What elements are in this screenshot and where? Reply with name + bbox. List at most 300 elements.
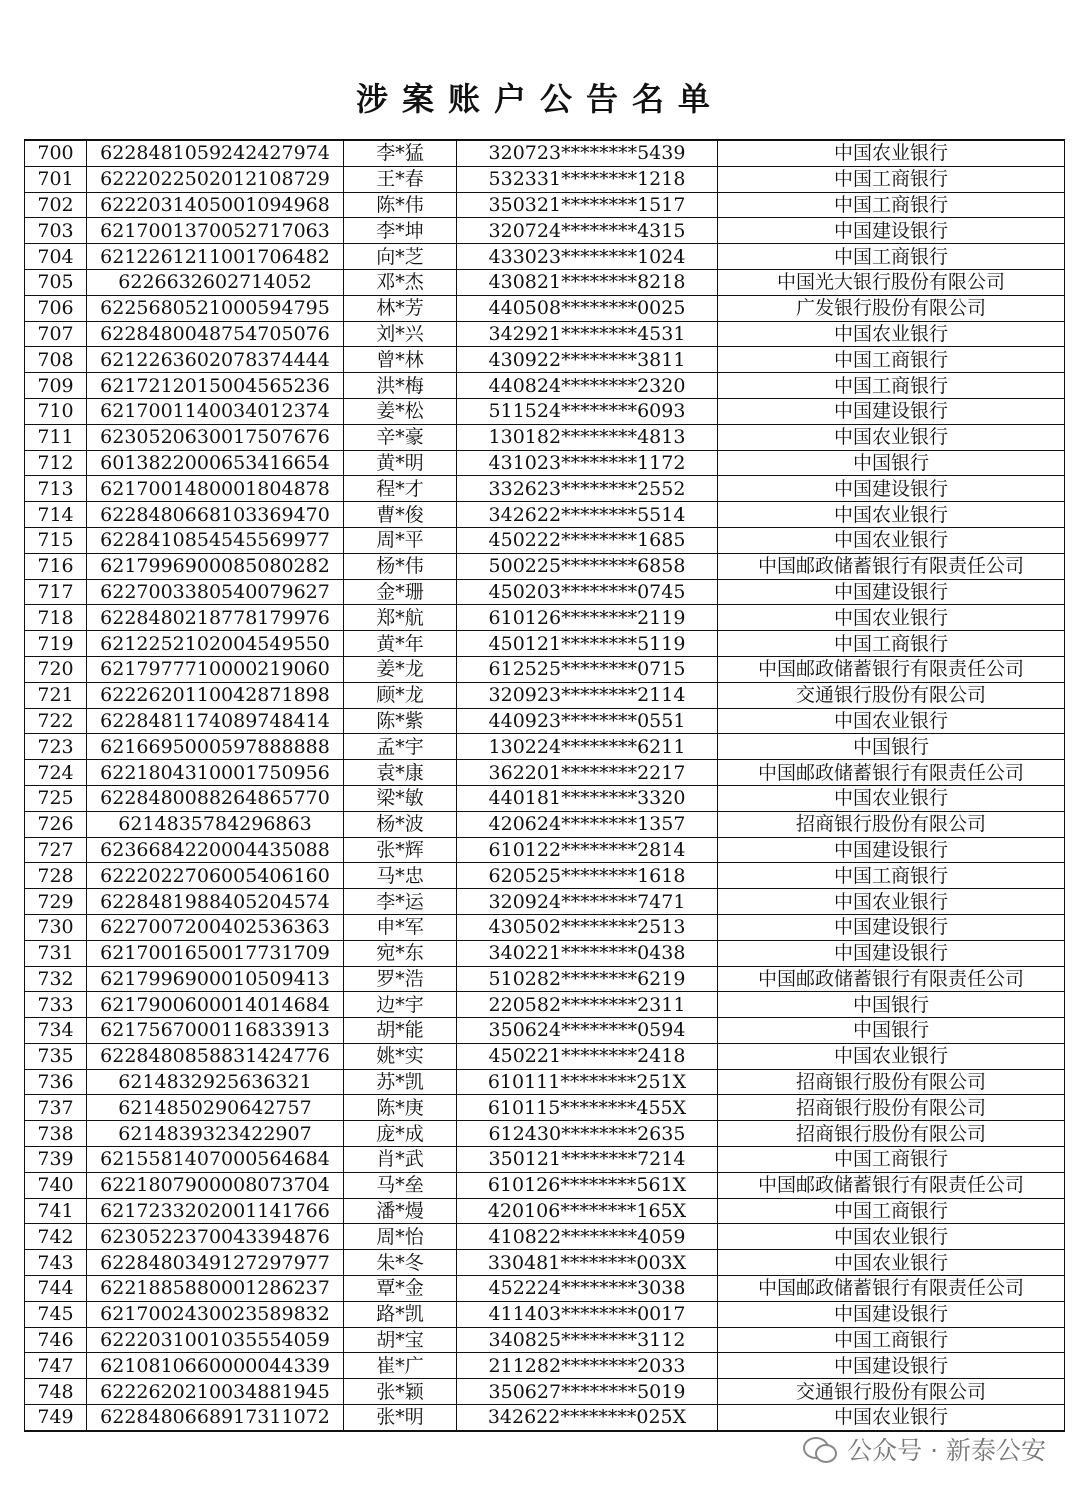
table-row: [25, 1276, 1065, 1302]
bank-name-cell: 中国银行: [718, 734, 1065, 760]
account-number-cell: 6230522370043394876: [87, 1224, 344, 1250]
table-row: [25, 192, 1065, 218]
account-number-cell: 6222620210034881945: [87, 1379, 344, 1405]
row-number-cell: 717: [25, 579, 87, 605]
row-number-cell: 737: [25, 1095, 87, 1121]
account-number-cell: 6221885880001286237: [87, 1276, 344, 1302]
table-row: [25, 1121, 1065, 1147]
id-number-cell: 450221********2418: [457, 1043, 718, 1069]
holder-name-cell: 孟*宇: [344, 734, 457, 760]
id-number-cell: 450121********5119: [457, 631, 718, 657]
row-number-cell: 728: [25, 863, 87, 889]
account-number-cell: 6228481059242427974: [87, 140, 344, 166]
row-number-cell: 700: [25, 140, 87, 166]
account-number-cell: 6217001370052717063: [87, 218, 344, 244]
account-number-cell: 6217002430023589832: [87, 1301, 344, 1327]
bank-name-cell: 中国建设银行: [718, 476, 1065, 502]
table-row: [25, 1301, 1065, 1327]
row-number-cell: 741: [25, 1198, 87, 1224]
id-number-cell: 411403********0017: [457, 1301, 718, 1327]
table-row: [25, 863, 1065, 889]
row-number-cell: 749: [25, 1405, 87, 1431]
row-number-cell: 747: [25, 1353, 87, 1379]
account-number-cell: 6228481988405204574: [87, 889, 344, 915]
bank-name-cell: 中国工商银行: [718, 863, 1065, 889]
bank-name-cell: 中国农业银行: [718, 605, 1065, 631]
holder-name-cell: 姜*龙: [344, 656, 457, 682]
account-number-cell: 6217212015004565236: [87, 373, 344, 399]
bank-name-cell: 中国工商银行: [718, 1198, 1065, 1224]
bank-name-cell: 招商银行股份有限公司: [718, 811, 1065, 837]
table-row: [25, 140, 1065, 166]
holder-name-cell: 陈*庚: [344, 1095, 457, 1121]
id-number-cell: 440923********0551: [457, 708, 718, 734]
table-row: [25, 553, 1065, 579]
holder-name-cell: 姚*实: [344, 1043, 457, 1069]
holder-name-cell: 向*芝: [344, 244, 457, 270]
account-number-cell: 6222031001035554059: [87, 1327, 344, 1353]
bank-name-cell: 中国农业银行: [718, 424, 1065, 450]
holder-name-cell: 朱*冬: [344, 1250, 457, 1276]
row-number-cell: 702: [25, 192, 87, 218]
account-number-cell: 6225680521000594795: [87, 295, 344, 321]
id-number-cell: 532331********1218: [457, 166, 718, 192]
table-row: [25, 1172, 1065, 1198]
account-table: [24, 139, 1065, 1432]
table-row: [25, 424, 1065, 450]
table-row: [25, 631, 1065, 657]
holder-name-cell: 曾*林: [344, 347, 457, 373]
bank-name-cell: 中国银行: [718, 450, 1065, 476]
table-row: [25, 656, 1065, 682]
id-number-cell: 320924********7471: [457, 889, 718, 915]
id-number-cell: 430821********8218: [457, 269, 718, 295]
holder-name-cell: 庞*成: [344, 1121, 457, 1147]
id-number-cell: 332623********2552: [457, 476, 718, 502]
id-number-cell: 211282********2033: [457, 1353, 718, 1379]
id-number-cell: 612430********2635: [457, 1121, 718, 1147]
id-number-cell: 330481********003X: [457, 1250, 718, 1276]
id-number-cell: 342622********025X: [457, 1405, 718, 1431]
bank-name-cell: 中国农业银行: [718, 785, 1065, 811]
bank-name-cell: 中国工商银行: [718, 631, 1065, 657]
row-number-cell: 746: [25, 1327, 87, 1353]
bank-name-cell: 中国邮政储蓄银行有限责任公司: [718, 1276, 1065, 1302]
account-number-cell: 6217233202001141766: [87, 1198, 344, 1224]
holder-name-cell: 邓*杰: [344, 269, 457, 295]
watermark: [803, 1431, 1046, 1467]
bank-name-cell: 中国邮政储蓄银行有限责任公司: [718, 760, 1065, 786]
id-number-cell: 440181********3320: [457, 785, 718, 811]
bank-name-cell: 中国工商银行: [718, 1327, 1065, 1353]
id-number-cell: 342622********5514: [457, 502, 718, 528]
holder-name-cell: 杨*伟: [344, 553, 457, 579]
table-row: [25, 785, 1065, 811]
row-number-cell: 735: [25, 1043, 87, 1069]
holder-name-cell: 顾*龙: [344, 682, 457, 708]
row-number-cell: 725: [25, 785, 87, 811]
table-row: [25, 1224, 1065, 1250]
table-row: [25, 269, 1065, 295]
account-number-cell: 6228480349127297977: [87, 1250, 344, 1276]
id-number-cell: 620525********1618: [457, 863, 718, 889]
holder-name-cell: 袁*康: [344, 760, 457, 786]
holder-name-cell: 申*军: [344, 914, 457, 940]
account-number-cell: 6230520630017507676: [87, 424, 344, 450]
row-number-cell: 704: [25, 244, 87, 270]
account-number-cell: 6214835784296863: [87, 811, 344, 837]
bank-name-cell: 中国农业银行: [718, 1224, 1065, 1250]
row-number-cell: 740: [25, 1172, 87, 1198]
id-number-cell: 410822********4059: [457, 1224, 718, 1250]
account-number-cell: 6228481174089748414: [87, 708, 344, 734]
row-number-cell: 710: [25, 398, 87, 424]
row-number-cell: 729: [25, 889, 87, 915]
holder-name-cell: 周*怡: [344, 1224, 457, 1250]
holder-name-cell: 张*颖: [344, 1379, 457, 1405]
row-number-cell: 743: [25, 1250, 87, 1276]
id-number-cell: 433023********1024: [457, 244, 718, 270]
account-number-cell: 6236684220004435088: [87, 837, 344, 863]
account-number-cell: 6221804310001750956: [87, 760, 344, 786]
bank-name-cell: 中国工商银行: [718, 373, 1065, 399]
holder-name-cell: 姜*松: [344, 398, 457, 424]
row-number-cell: 705: [25, 269, 87, 295]
table-row: [25, 527, 1065, 553]
row-number-cell: 733: [25, 992, 87, 1018]
id-number-cell: 342921********4531: [457, 321, 718, 347]
bank-name-cell: 中国工商银行: [718, 166, 1065, 192]
id-number-cell: 450203********0745: [457, 579, 718, 605]
bank-name-cell: 中国工商银行: [718, 347, 1065, 373]
account-number-cell: 6217996900010509413: [87, 966, 344, 992]
row-number-cell: 748: [25, 1379, 87, 1405]
id-number-cell: 431023********1172: [457, 450, 718, 476]
row-number-cell: 734: [25, 1018, 87, 1044]
bank-name-cell: 中国建设银行: [718, 837, 1065, 863]
bank-name-cell: 中国工商银行: [718, 244, 1065, 270]
table-row: [25, 811, 1065, 837]
account-number-cell: 6228480858831424776: [87, 1043, 344, 1069]
table-row: [25, 1379, 1065, 1405]
id-number-cell: 612525********0715: [457, 656, 718, 682]
account-table-body: [25, 140, 1065, 1431]
id-number-cell: 440824********2320: [457, 373, 718, 399]
bank-name-cell: 中国光大银行股份有限公司: [718, 269, 1065, 295]
id-number-cell: 340221********0438: [457, 940, 718, 966]
row-number-cell: 732: [25, 966, 87, 992]
id-number-cell: 610126********2119: [457, 605, 718, 631]
holder-name-cell: 覃*金: [344, 1276, 457, 1302]
row-number-cell: 724: [25, 760, 87, 786]
table-row: [25, 373, 1065, 399]
row-number-cell: 722: [25, 708, 87, 734]
table-row: [25, 579, 1065, 605]
holder-name-cell: 宛*东: [344, 940, 457, 966]
holder-name-cell: 林*芳: [344, 295, 457, 321]
bank-name-cell: 中国建设银行: [718, 579, 1065, 605]
table-row: [25, 502, 1065, 528]
holder-name-cell: 陈*伟: [344, 192, 457, 218]
id-number-cell: 610115********455X: [457, 1095, 718, 1121]
account-number-cell: 6222022502012108729: [87, 166, 344, 192]
bank-name-cell: 中国邮政储蓄银行有限责任公司: [718, 1172, 1065, 1198]
row-number-cell: 723: [25, 734, 87, 760]
account-number-cell: 6222022706005406160: [87, 863, 344, 889]
row-number-cell: 739: [25, 1147, 87, 1173]
bank-name-cell: 中国建设银行: [718, 940, 1065, 966]
bank-name-cell: 中国农业银行: [718, 321, 1065, 347]
id-number-cell: 452224********3038: [457, 1276, 718, 1302]
row-number-cell: 721: [25, 682, 87, 708]
table-row: [25, 914, 1065, 940]
id-number-cell: 350121********7214: [457, 1147, 718, 1173]
id-number-cell: 130224********6211: [457, 734, 718, 760]
table-row: [25, 398, 1065, 424]
bank-name-cell: 中国农业银行: [718, 1405, 1065, 1431]
account-number-cell: 6216695000597888888: [87, 734, 344, 760]
table-row: [25, 347, 1065, 373]
table-row: [25, 450, 1065, 476]
table-row: [25, 708, 1065, 734]
account-number-cell: 6217977710000219060: [87, 656, 344, 682]
table-row: [25, 966, 1065, 992]
row-number-cell: 731: [25, 940, 87, 966]
table-row: [25, 1405, 1065, 1431]
bank-name-cell: 中国农业银行: [718, 140, 1065, 166]
table-row: [25, 605, 1065, 631]
id-number-cell: 320923********2114: [457, 682, 718, 708]
table-row: [25, 1069, 1065, 1095]
bank-name-cell: 中国邮政储蓄银行有限责任公司: [718, 656, 1065, 682]
account-number-cell: 6217001480001804878: [87, 476, 344, 502]
row-number-cell: 744: [25, 1276, 87, 1302]
bank-name-cell: 中国农业银行: [718, 502, 1065, 528]
holder-name-cell: 曹*俊: [344, 502, 457, 528]
id-number-cell: 440508********0025: [457, 295, 718, 321]
account-number-cell: 6212263602078374444: [87, 347, 344, 373]
table-row: [25, 682, 1065, 708]
account-number-cell: 6217001140034012374: [87, 398, 344, 424]
account-number-cell: 6217996900085080282: [87, 553, 344, 579]
table-row: [25, 1327, 1065, 1353]
watermark-text: 公众号 · 新泰公安: [847, 1436, 1046, 1465]
account-number-cell: 6214850290642757: [87, 1095, 344, 1121]
holder-name-cell: 罗*浩: [344, 966, 457, 992]
account-number-cell: 6228480088264865770: [87, 785, 344, 811]
holder-name-cell: 马*忠: [344, 863, 457, 889]
row-number-cell: 742: [25, 1224, 87, 1250]
row-number-cell: 720: [25, 656, 87, 682]
id-number-cell: 610122********2814: [457, 837, 718, 863]
row-number-cell: 715: [25, 527, 87, 553]
bank-name-cell: 中国工商银行: [718, 1147, 1065, 1173]
holder-name-cell: 金*珊: [344, 579, 457, 605]
table-row: [25, 244, 1065, 270]
bank-name-cell: 交通银行股份有限公司: [718, 682, 1065, 708]
row-number-cell: 711: [25, 424, 87, 450]
account-number-cell: 6214832925636321: [87, 1069, 344, 1095]
holder-name-cell: 潘*熳: [344, 1198, 457, 1224]
holder-name-cell: 张*明: [344, 1405, 457, 1431]
row-number-cell: 730: [25, 914, 87, 940]
id-number-cell: 320724********4315: [457, 218, 718, 244]
id-number-cell: 430922********3811: [457, 347, 718, 373]
bank-name-cell: 交通银行股份有限公司: [718, 1379, 1065, 1405]
row-number-cell: 709: [25, 373, 87, 399]
table-row: [25, 1198, 1065, 1224]
holder-name-cell: 杨*波: [344, 811, 457, 837]
row-number-cell: 716: [25, 553, 87, 579]
account-number-cell: 6227007200402536363: [87, 914, 344, 940]
table-row: [25, 992, 1065, 1018]
row-number-cell: 713: [25, 476, 87, 502]
holder-name-cell: 苏*凯: [344, 1069, 457, 1095]
table-row: [25, 1095, 1065, 1121]
account-number-cell: 6228410854545569977: [87, 527, 344, 553]
id-number-cell: 420106********165X: [457, 1198, 718, 1224]
holder-name-cell: 李*坤: [344, 218, 457, 244]
bank-name-cell: 中国建设银行: [718, 398, 1065, 424]
wechat-icon: [803, 1435, 837, 1463]
table-row: [25, 1250, 1065, 1276]
table-row: [25, 1353, 1065, 1379]
holder-name-cell: 黄*明: [344, 450, 457, 476]
table-row: [25, 889, 1065, 915]
holder-name-cell: 程*才: [344, 476, 457, 502]
row-number-cell: 714: [25, 502, 87, 528]
bank-name-cell: 招商银行股份有限公司: [718, 1095, 1065, 1121]
bank-name-cell: 中国工商银行: [718, 192, 1065, 218]
table-row: [25, 1147, 1065, 1173]
account-number-cell: 6215581407000564684: [87, 1147, 344, 1173]
bank-name-cell: 中国银行: [718, 1018, 1065, 1044]
row-number-cell: 718: [25, 605, 87, 631]
bank-name-cell: 中国建设银行: [718, 218, 1065, 244]
holder-name-cell: 郑*航: [344, 605, 457, 631]
row-number-cell: 703: [25, 218, 87, 244]
holder-name-cell: 李*运: [344, 889, 457, 915]
bank-name-cell: 中国农业银行: [718, 527, 1065, 553]
row-number-cell: 745: [25, 1301, 87, 1327]
row-number-cell: 706: [25, 295, 87, 321]
bank-name-cell: 广发银行股份有限公司: [718, 295, 1065, 321]
id-number-cell: 340825********3112: [457, 1327, 718, 1353]
account-number-cell: 6228480048754705076: [87, 321, 344, 347]
holder-name-cell: 周*平: [344, 527, 457, 553]
account-number-cell: 6217900600014014684: [87, 992, 344, 1018]
row-number-cell: 727: [25, 837, 87, 863]
id-number-cell: 320723********5439: [457, 140, 718, 166]
row-number-cell: 719: [25, 631, 87, 657]
table-row: [25, 734, 1065, 760]
id-number-cell: 420624********1357: [457, 811, 718, 837]
account-number-cell: 6228480668103369470: [87, 502, 344, 528]
id-number-cell: 500225********6858: [457, 553, 718, 579]
bank-name-cell: 中国农业银行: [718, 1043, 1065, 1069]
holder-name-cell: 陈*紫: [344, 708, 457, 734]
account-number-cell: 6228480668917311072: [87, 1405, 344, 1431]
holder-name-cell: 胡*宝: [344, 1327, 457, 1353]
bank-name-cell: 中国建设银行: [718, 914, 1065, 940]
table-row: [25, 166, 1065, 192]
bank-name-cell: 招商银行股份有限公司: [718, 1121, 1065, 1147]
table-row: [25, 1018, 1065, 1044]
holder-name-cell: 马*垒: [344, 1172, 457, 1198]
account-number-cell: 6013822000653416654: [87, 450, 344, 476]
account-number-cell: 6221807900008073704: [87, 1172, 344, 1198]
row-number-cell: 738: [25, 1121, 87, 1147]
row-number-cell: 736: [25, 1069, 87, 1095]
table-row: [25, 476, 1065, 502]
table-row: [25, 295, 1065, 321]
id-number-cell: 350321********1517: [457, 192, 718, 218]
page-title: 涉案账户公告名单: [355, 80, 724, 118]
id-number-cell: 511524********6093: [457, 398, 718, 424]
bank-name-cell: 中国建设银行: [718, 1353, 1065, 1379]
row-number-cell: 708: [25, 347, 87, 373]
bank-name-cell: 中国邮政储蓄银行有限责任公司: [718, 966, 1065, 992]
account-number-cell: 6210810660000044339: [87, 1353, 344, 1379]
table-row: [25, 321, 1065, 347]
holder-name-cell: 边*宇: [344, 992, 457, 1018]
bank-name-cell: 中国农业银行: [718, 708, 1065, 734]
holder-name-cell: 刘*兴: [344, 321, 457, 347]
id-number-cell: 350627********5019: [457, 1379, 718, 1405]
account-number-cell: 6226632602714052: [87, 269, 344, 295]
table-row: [25, 940, 1065, 966]
holder-name-cell: 张*辉: [344, 837, 457, 863]
account-number-cell: 6217001650017731709: [87, 940, 344, 966]
id-number-cell: 610111********251X: [457, 1069, 718, 1095]
holder-name-cell: 肖*武: [344, 1147, 457, 1173]
id-number-cell: 610126********561X: [457, 1172, 718, 1198]
account-number-cell: 6222031405001094968: [87, 192, 344, 218]
account-number-cell: 6212252102004549550: [87, 631, 344, 657]
holder-name-cell: 崔*广: [344, 1353, 457, 1379]
holder-name-cell: 李*猛: [344, 140, 457, 166]
account-number-cell: 6222620110042871898: [87, 682, 344, 708]
id-number-cell: 362201********2217: [457, 760, 718, 786]
row-number-cell: 726: [25, 811, 87, 837]
bank-name-cell: 中国农业银行: [718, 889, 1065, 915]
table-row: [25, 1043, 1065, 1069]
holder-name-cell: 胡*能: [344, 1018, 457, 1044]
holder-name-cell: 黄*年: [344, 631, 457, 657]
table-row: [25, 760, 1065, 786]
id-number-cell: 450222********1685: [457, 527, 718, 553]
bank-name-cell: 中国建设银行: [718, 1301, 1065, 1327]
bank-name-cell: 中国农业银行: [718, 1250, 1065, 1276]
account-number-cell: 6214839323422907: [87, 1121, 344, 1147]
table-row: [25, 218, 1065, 244]
holder-name-cell: 辛*豪: [344, 424, 457, 450]
id-number-cell: 220582********2311: [457, 992, 718, 1018]
holder-name-cell: 梁*敏: [344, 785, 457, 811]
bank-name-cell: 中国银行: [718, 992, 1065, 1018]
bank-name-cell: 招商银行股份有限公司: [718, 1069, 1065, 1095]
bank-name-cell: 中国邮政储蓄银行有限责任公司: [718, 553, 1065, 579]
id-number-cell: 430502********2513: [457, 914, 718, 940]
id-number-cell: 510282********6219: [457, 966, 718, 992]
holder-name-cell: 王*春: [344, 166, 457, 192]
account-number-cell: 6227003380540079627: [87, 579, 344, 605]
row-number-cell: 712: [25, 450, 87, 476]
row-number-cell: 701: [25, 166, 87, 192]
id-number-cell: 350624********0594: [457, 1018, 718, 1044]
holder-name-cell: 洪*梅: [344, 373, 457, 399]
table-row: [25, 837, 1065, 863]
